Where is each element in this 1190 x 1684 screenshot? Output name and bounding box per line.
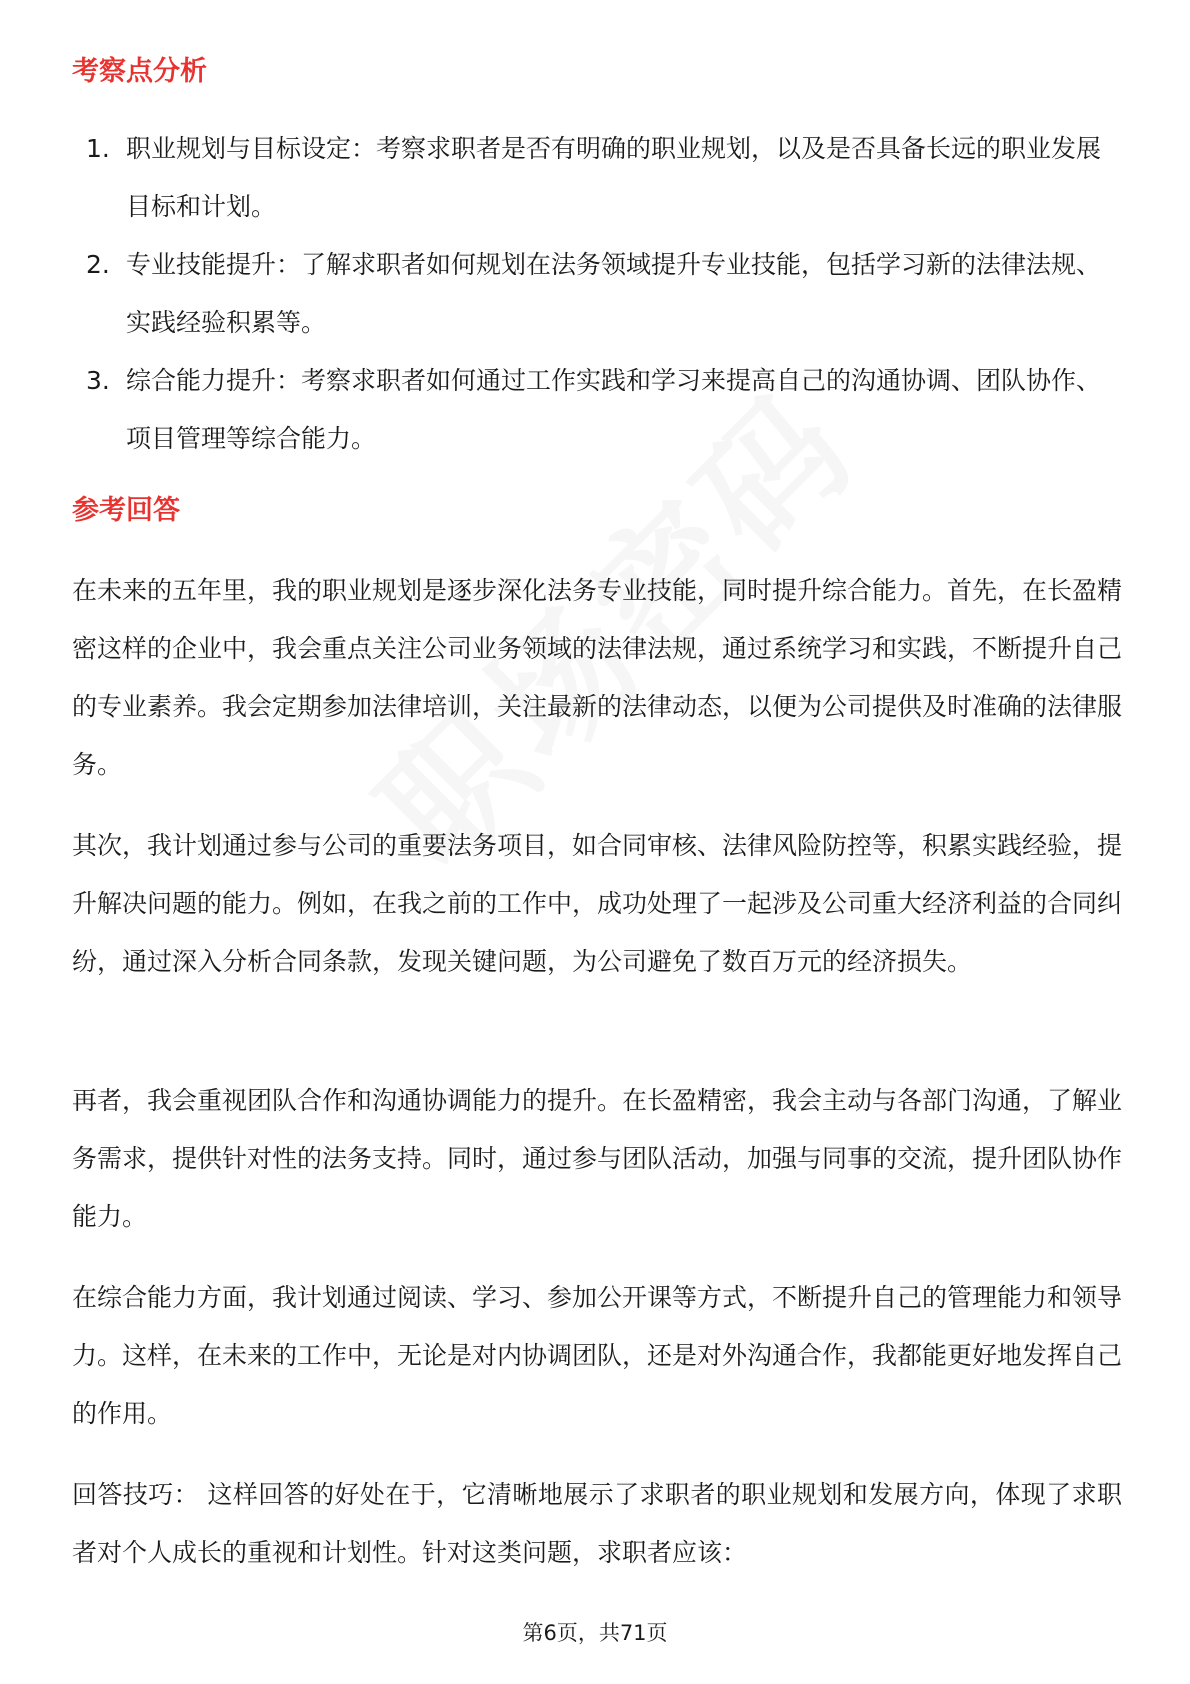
list-number: 1. [86, 134, 110, 163]
list-text: 专业技能提升：了解求职者如何规划在法务领域提升专业技能，包括学习新的法律法规、实践经验积累等。 [126, 250, 1102, 337]
answer-paragraph: 再者，我会重视团队合作和沟通协调能力的提升。在长盈精密，我会主动与各部门沟通，了解业务需求，提供针对性的法务支持。同时，通过参与团队活动，加强与同事的交流，提升团队协作能力。 [72, 1086, 1123, 1231]
answer-paragraph: 其次，我计划通过参与公司的重要法务项目，如合同审核、法律风险防控等，积累实践经验，提升解决问题的能力。例如，在我之前的工作中，成功处理了一起涉及公司重大经济利益的合同纠纷，通过深入分析合同条款，发现关键问题，为公司避免了数百万元的经济损失。 [72, 831, 1123, 976]
list-item [72, 120, 1122, 236]
list-text: 综合能力提升：考察求职者如何通过工作实践和学习来提高自己的沟通协调、团队协作、项目管理等综合能力。 [126, 366, 1102, 453]
list-text: 职业规划与目标设定：考察求职者是否有明确的职业规划，以及是否具备长远的职业发展目标和计划。 [126, 134, 1102, 221]
answer-tips-paragraph: 回答技巧： 这样回答的好处在于，它清晰地展示了求职者的职业规划和发展方向，体现了求职者对个人成长的重视和计划性。针对这类问题，求职者应该： [72, 1480, 1122, 1567]
page-number-footer: 第6页，共71页 [522, 1621, 668, 1645]
section-title-reference-answer: 参考回答 [72, 495, 180, 526]
section-title-analysis: 考察点分析 [72, 56, 207, 87]
list-item [72, 236, 1122, 352]
answer-paragraph: 在综合能力方面，我计划通过阅读、学习、参加公开课等方式，不断提升自己的管理能力和领导力。这样，在未来的工作中，无论是对内协调团队，还是对外沟通合作，我都能更好地发挥自己的作用。 [72, 1283, 1123, 1428]
list-number: 3. [86, 366, 110, 395]
list-number: 2. [86, 250, 110, 279]
list-item [72, 352, 1122, 468]
analysis-list [72, 120, 1122, 468]
answer-paragraph: 在未来的五年里，我的职业规划是逐步深化法务专业技能，同时提升综合能力。首先，在长盈精密这样的企业中，我会重点关注公司业务领域的法律法规，通过系统学习和实践，不断提升自己的专业素养。我会定期参加法律培训，关注最新的法律动态，以便为公司提供及时准确的法律服务。 [72, 576, 1123, 779]
